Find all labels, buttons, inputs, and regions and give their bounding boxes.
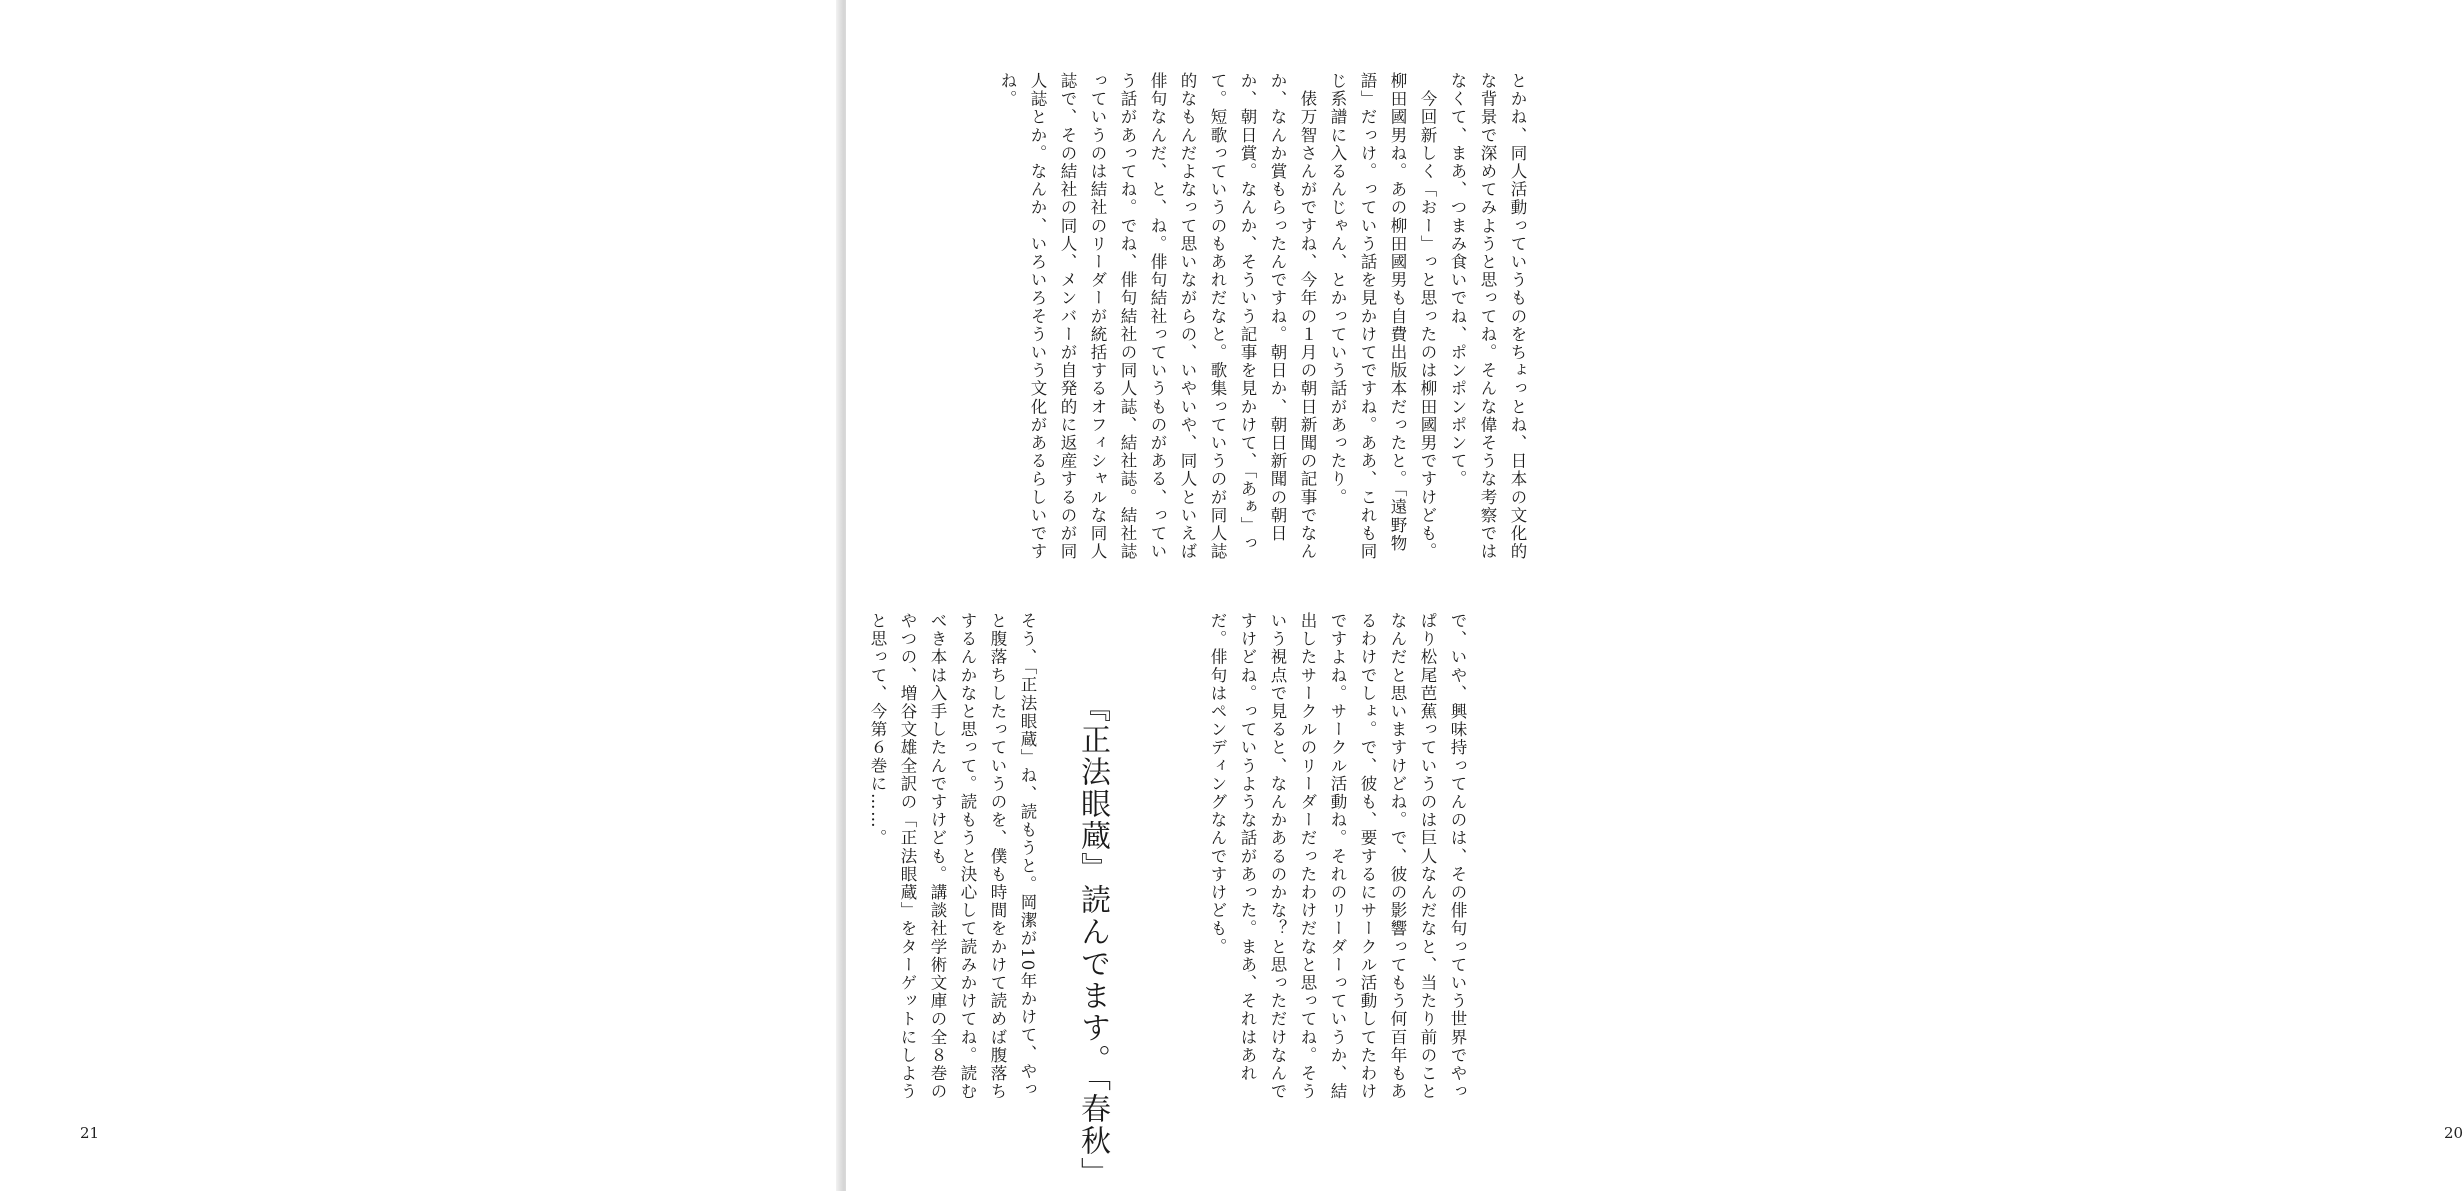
right-page-after-heading-text: そう、「正法眼蔵」ね、読もうと。岡潔が10年かけて、やっと腹落ちしたっていうのを、僕も時間をかけて読めば腹落ちするんかなと思って。読もうと決心して読みかけてね。読むべき本は入手したんですけども。講談社学術文庫の全８巻のやつの、増谷文雄全訳の「正法眼蔵」をターゲットにしようと思って、今第６巻に……。 — [868, 612, 1037, 1101]
right-page-bottom-paragraph: で、いや、興味持ってんのは、その俳句っていう世界でやっぱり松尾芭蕉っていうのは巨人なんだなと、当たり前のことなんだと思いますけどね。で、彼の影響ってもう何百年もあるわけでしょ。で、彼も、要するにサークル活動してたわけですよね。サークル活動ね。それのリーダーっていうか、結出したサークルのリーダーだったわけだなと思ってね。そういう視点で見ると、なんかあるのかな？と思っただけなんですけどね。っていうような話があった。まあ、それはあれだ。俳句はペンディングなんですけども。 — [1208, 612, 1467, 1101]
right-page-bottom-text — [868, 612, 1532, 1189]
section-heading: 『正法眼蔵』読んでます。「春秋」 — [1075, 692, 1110, 1189]
left-page — [0, 0, 842, 1191]
page-number-right: 20 — [2444, 1124, 2463, 1142]
right-page-top-text: とかね、同人活動っていうものをちょっとね、日本の文化的な背景で深めてみようと思ってね。そんな偉そうな考察ではなくて、まあ、つまみ食いでね、ポンポンポンて。 今回新しく「おー」っと思ったのは柳田國男ですけども。柳田國男ね。あの柳田國男も自費出版本だったと。「遠野物語」だっけ。っていう話を見かけてですね。ああ、これも同じ系譜に入るんじゃん、とかっていう話があったり。 俵万智さんがですね、今年の１月の朝日新聞の記事でなんか、なんか賞もらったんですね。朝日か、朝日新聞の朝日か、朝日賞。なんか、そういう記事を見かけて、「あぁ」って。短歌っていうのもあれだなと。歌集っていうのが同人誌的なもんだよなって思いながらの、いやいや、同人といえば俳句なんだ、と、ね。俳句結社っていうものがある、っていう話があってね。でね、俳句結社の同人誌、結社誌。結社誌っていうのは結社のリーダーが統括するオフィシャルな同人誌で、その結社の同人、メンバーが自発的に返産するのが同人誌とか。なんか、いろいろそういう文化があるらしいですね。 — [998, 72, 1527, 561]
right-page — [846, 0, 2463, 1191]
page-number-left: 21 — [80, 1124, 100, 1142]
